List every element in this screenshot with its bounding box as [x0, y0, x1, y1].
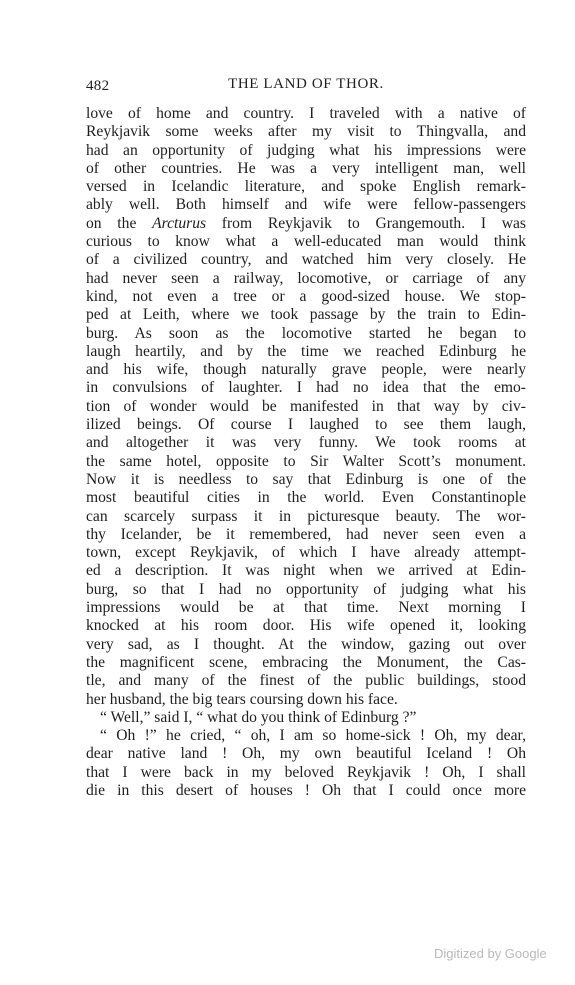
text-line: most beautiful cities in the world. Even Constantinople	[86, 489, 526, 507]
text-line: curious to know what a well-educated man would think	[86, 233, 526, 251]
text-line: versed in Icelandic literature, and spoke English remark-	[86, 178, 526, 196]
ship-name: Arcturus	[152, 214, 207, 232]
text-line: and altogether it was very funny. We took rooms at	[86, 434, 526, 452]
text-line: “ Well,” said I, “ what do you think of Edinburg ?”	[100, 708, 417, 726]
text-line: that I were back in my beloved Reykjavik ! Oh, I shall	[86, 763, 526, 781]
text-line: dear native land ! Oh, my own beautiful Iceland ! Oh	[86, 745, 526, 763]
page-number: 482	[86, 78, 110, 94]
text-line: Reykjavik some weeks after my visit to Thingvalla, and	[86, 123, 526, 141]
text-line: kind, not even a tree or a good-sized house. We stop-	[86, 287, 526, 305]
running-head: THE LAND OF THOR.	[228, 76, 384, 92]
text-line: of a civilized country, and watched him very closely. He	[86, 251, 526, 269]
text-line: tion of wonder would be manifested in that way by civ-	[86, 397, 526, 415]
text-fragment: on the	[86, 214, 153, 232]
text-line: tle, and many of the finest of the public buildings, stood	[86, 672, 526, 690]
text-line: had an opportunity of judging what his impressions were	[86, 141, 526, 159]
text-line: the same hotel, opposite to Sir Walter Scott’s monument.	[86, 452, 526, 470]
text-line: her husband, the big tears coursing down his face.	[86, 690, 398, 708]
text-line: burg. As soon as the locomotive started he began to	[86, 324, 526, 342]
text-line: knocked at his room door. His wife opened it, looking	[86, 617, 526, 635]
page-header	[86, 74, 526, 98]
text-line: very sad, as I thought. At the window, gazing out over	[86, 635, 526, 653]
text-line	[86, 215, 526, 233]
text-line: the magnificent scene, embracing the Monument, the Cas-	[86, 653, 526, 671]
text-line: can scarcely surpass it in picturesque beauty. The wor-	[86, 507, 526, 525]
text-line: in convulsions of laughter. I had no idea that the emo-	[86, 379, 526, 397]
text-line: ped at Leith, where we took passage by the train to Edin-	[86, 306, 526, 324]
text-line: town, except Reykjavik, of which I have already attempt-	[86, 544, 526, 562]
text-line: burg, so that I had no opportunity of judging what his	[86, 580, 526, 598]
text-line: ably well. Both himself and wife were fellow-passengers	[86, 196, 526, 214]
text-line: laugh heartily, and by the time we reached Edinburg he	[86, 342, 526, 360]
text-line: thy Icelander, be it remembered, had never seen even a	[86, 525, 526, 543]
text-line: ed a description. It was night when we arrived at Edin-	[86, 562, 526, 580]
text-line: impressions would be at that time. Next morning I	[86, 599, 526, 617]
text-line: had never seen a railway, locomotive, or carriage of any	[86, 269, 526, 287]
text-line: Now it is needless to say that Edinburg is one of the	[86, 470, 526, 488]
text-line: die in this desert of houses ! Oh that I could once more	[86, 781, 526, 799]
text-line: ilized beings. Of course I laughed to see them laugh,	[86, 416, 526, 434]
text-fragment: from Reykjavik to Grangemouth. I was	[206, 214, 526, 232]
watermark: Digitized by Google	[434, 946, 547, 961]
body-text	[86, 105, 526, 800]
text-line: “ Oh !” he cried, “ oh, I am so home-sick ! Oh, my dear,	[100, 727, 526, 745]
text-line: of other countries. He was a very intelligent man, well	[86, 159, 526, 177]
text-line: love of home and country. I traveled with a native of	[86, 105, 526, 122]
text-line: and his wife, though naturally grave people, were nearly	[86, 361, 526, 379]
